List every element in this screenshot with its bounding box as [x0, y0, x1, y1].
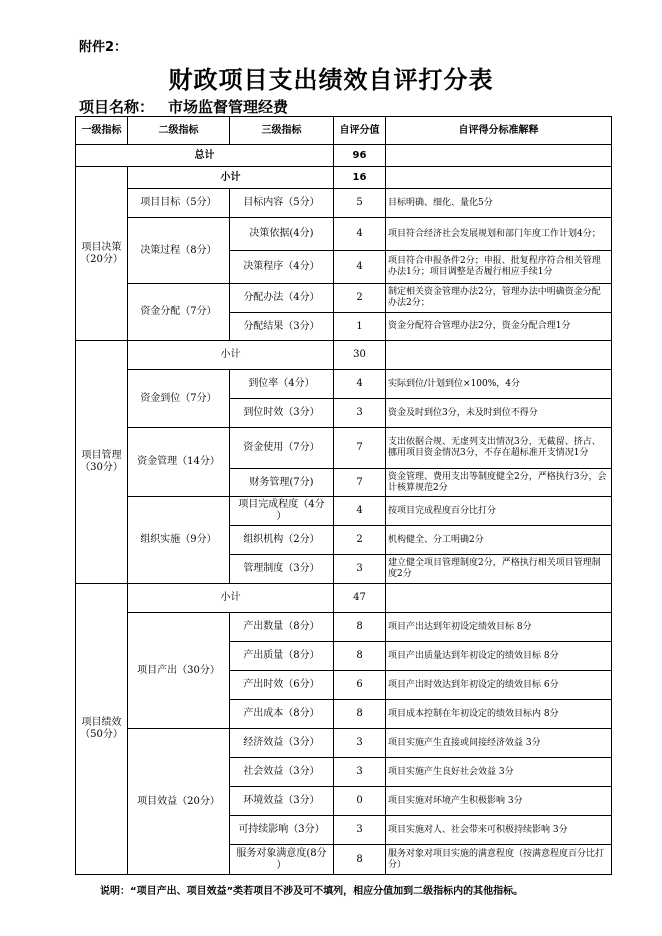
table-row [76, 167, 612, 189]
table-row [76, 189, 612, 218]
subtotal-explain [386, 584, 612, 613]
level1-management: 项目管理 （30分） [76, 341, 128, 584]
level3-cell: 组织机构（2分） [230, 526, 334, 555]
total-label: 总计 [76, 145, 334, 167]
score-cell: 3 [334, 729, 386, 758]
explain-cell: 建立健全项目管理制度2分，严格执行相关项目管理制度2分 [386, 555, 612, 584]
level3-cell: 产出时效（6分） [230, 671, 334, 700]
explain-cell: 按项目完成程度百分比打分 [386, 497, 612, 526]
explain-cell: 项目产出时效达到年初设定的绩效目标 6分 [386, 671, 612, 700]
table-row [76, 428, 612, 469]
total-row [76, 145, 612, 167]
subtotal-explain [386, 167, 612, 189]
level2-cell: 资金管理（14分） [128, 428, 230, 497]
header-level3: 三级指标 [230, 117, 334, 145]
score-cell: 8 [334, 642, 386, 671]
score-cell: 4 [334, 497, 386, 526]
level2-cell: 项目效益（20分） [128, 729, 230, 875]
subtotal-label: 小计 [128, 341, 334, 370]
level3-cell: 产出质量（8分） [230, 642, 334, 671]
attachment-label: 附件2： [79, 40, 128, 55]
explain-cell: 资金及时到位3分，未及时到位不得分 [386, 399, 612, 428]
explain-cell: 项目产出质量达到年初设定的绩效目标 8分 [386, 642, 612, 671]
level3-cell: 经济效益（3分） [230, 729, 334, 758]
level3-cell: 可持续影响（3分） [230, 816, 334, 845]
score-cell: 3 [334, 399, 386, 428]
table-row [76, 497, 612, 526]
level2-cell: 组织实施（9分） [128, 497, 230, 584]
explain-cell: 项目实施产生良好社会效益 3分 [386, 758, 612, 787]
header-explain: 自评得分标准解释 [386, 117, 612, 145]
score-cell: 7 [334, 428, 386, 469]
level1-decision: 项目决策 （20分） [76, 167, 128, 341]
level3-cell: 环境效益（3分） [230, 787, 334, 816]
subtotal-label: 小计 [128, 167, 334, 189]
level3-cell: 管理制度（3分） [230, 555, 334, 584]
header-score: 自评分值 [334, 117, 386, 145]
level1-performance: 项目绩效 （50分） [76, 584, 128, 875]
explain-cell: 实际到位/计划到位×100%，4分 [386, 370, 612, 399]
level3-cell: 服务对象满意度(8分 ） [230, 845, 334, 875]
explain-cell: 项目实施对环境产生积极影响 3分 [386, 787, 612, 816]
explain-cell: 服务对象对项目实施的满意程度（按满意程度百分比打分） [386, 845, 612, 875]
header-level1: 一级指标 [76, 117, 128, 145]
explain-cell: 机构健全、分工明确2分 [386, 526, 612, 555]
level3-cell: 到位时效（3分） [230, 399, 334, 428]
header-level2: 二级指标 [128, 117, 230, 145]
explain-cell: 项目符合申报条件2分；申报、批复程序符合相关管理办法1分；项目调整是否履行相应手续1分 [386, 251, 612, 284]
subtotal-score: 16 [334, 167, 386, 189]
subtotal-score: 47 [334, 584, 386, 613]
score-cell: 7 [334, 469, 386, 497]
score-cell: 6 [334, 671, 386, 700]
table-row [76, 341, 612, 370]
score-cell: 4 [334, 218, 386, 251]
table-row [76, 284, 612, 313]
project-name-label: 项目名称： [79, 98, 155, 116]
explain-cell: 项目实施产生直接或间接经济效益 3分 [386, 729, 612, 758]
level3-cell: 决策程序（4分） [230, 251, 334, 284]
level3-cell: 资金使用（7分） [230, 428, 334, 469]
explain-cell: 制定相关资金管理办法2分，管理办法中明确资金分配办法2分； [386, 284, 612, 313]
table-row [76, 584, 612, 613]
header-row [76, 117, 612, 145]
table-row [76, 218, 612, 251]
score-cell: 3 [334, 555, 386, 584]
score-cell: 0 [334, 787, 386, 816]
explain-cell: 项目成本控制在年初设定的绩效目标内 8分 [386, 700, 612, 729]
score-cell: 2 [334, 284, 386, 313]
explain-cell: 项目符合经济社会发展规划和部门年度工作计划4分； [386, 218, 612, 251]
level3-cell: 产出成本（8分） [230, 700, 334, 729]
score-cell: 3 [334, 758, 386, 787]
level3-cell: 产出数量（8分） [230, 613, 334, 642]
score-cell: 8 [334, 845, 386, 875]
explain-cell: 项目产出达到年初设定绩效目标 8分 [386, 613, 612, 642]
explain-cell: 支出依据合规、无虚列支出情况3分，无截留、挤占、挪用项目资金情况3分，不存在超标准开支情况1分 [386, 428, 612, 469]
table-row [76, 613, 612, 642]
level2-cell: 决策过程（8分） [128, 218, 230, 284]
score-cell: 4 [334, 251, 386, 284]
project-name-value: 市场监督管理经费 [168, 98, 289, 116]
subtotal-score: 30 [334, 341, 386, 370]
explain-cell: 项目实施对人、社会带来可积极持续影响 3分 [386, 816, 612, 845]
level3-cell: 目标内容（5分） [230, 189, 334, 218]
page-title: 财政项目支出绩效自评打分表 [168, 65, 494, 94]
table-row [76, 370, 612, 399]
project-name-line [79, 96, 288, 117]
table-row [76, 729, 612, 758]
subtotal-explain [386, 341, 612, 370]
score-cell: 1 [334, 313, 386, 341]
explain-cell: 资金管理、费用支出等制度健全2分，严格执行3分，会计核算规范2分 [386, 469, 612, 497]
explain-cell: 目标明确、细化、量化5分 [386, 189, 612, 218]
score-cell: 2 [334, 526, 386, 555]
score-cell: 8 [334, 700, 386, 729]
total-score: 96 [334, 145, 386, 167]
score-cell: 5 [334, 189, 386, 218]
score-cell: 4 [334, 370, 386, 399]
level3-cell: 分配办法（4分） [230, 284, 334, 313]
level3-cell: 决策依据(4分) [230, 218, 334, 251]
level3-cell: 社会效益（3分） [230, 758, 334, 787]
score-table [75, 116, 612, 875]
total-explain [386, 145, 612, 167]
explain-cell: 资金分配符合管理办法2分，资金分配合理1分 [386, 313, 612, 341]
footnote: 说明：“项目产出、项目效益”类若项目不涉及可不填列，相应分值加到二级指标内的其他指标。 [100, 886, 524, 897]
level2-cell: 项目产出（30分） [128, 613, 230, 729]
level3-cell: 财务管理(7分) [230, 469, 334, 497]
level3-cell: 项目完成程度（4分 ） [230, 497, 334, 526]
level2-cell: 资金到位（7分） [128, 370, 230, 428]
score-cell: 8 [334, 613, 386, 642]
level3-cell: 分配结果（3分） [230, 313, 334, 341]
level2-cell: 项目目标（5分） [128, 189, 230, 218]
subtotal-label: 小计 [128, 584, 334, 613]
level2-cell: 资金分配（7分） [128, 284, 230, 341]
score-cell: 3 [334, 816, 386, 845]
level3-cell: 到位率（4分） [230, 370, 334, 399]
